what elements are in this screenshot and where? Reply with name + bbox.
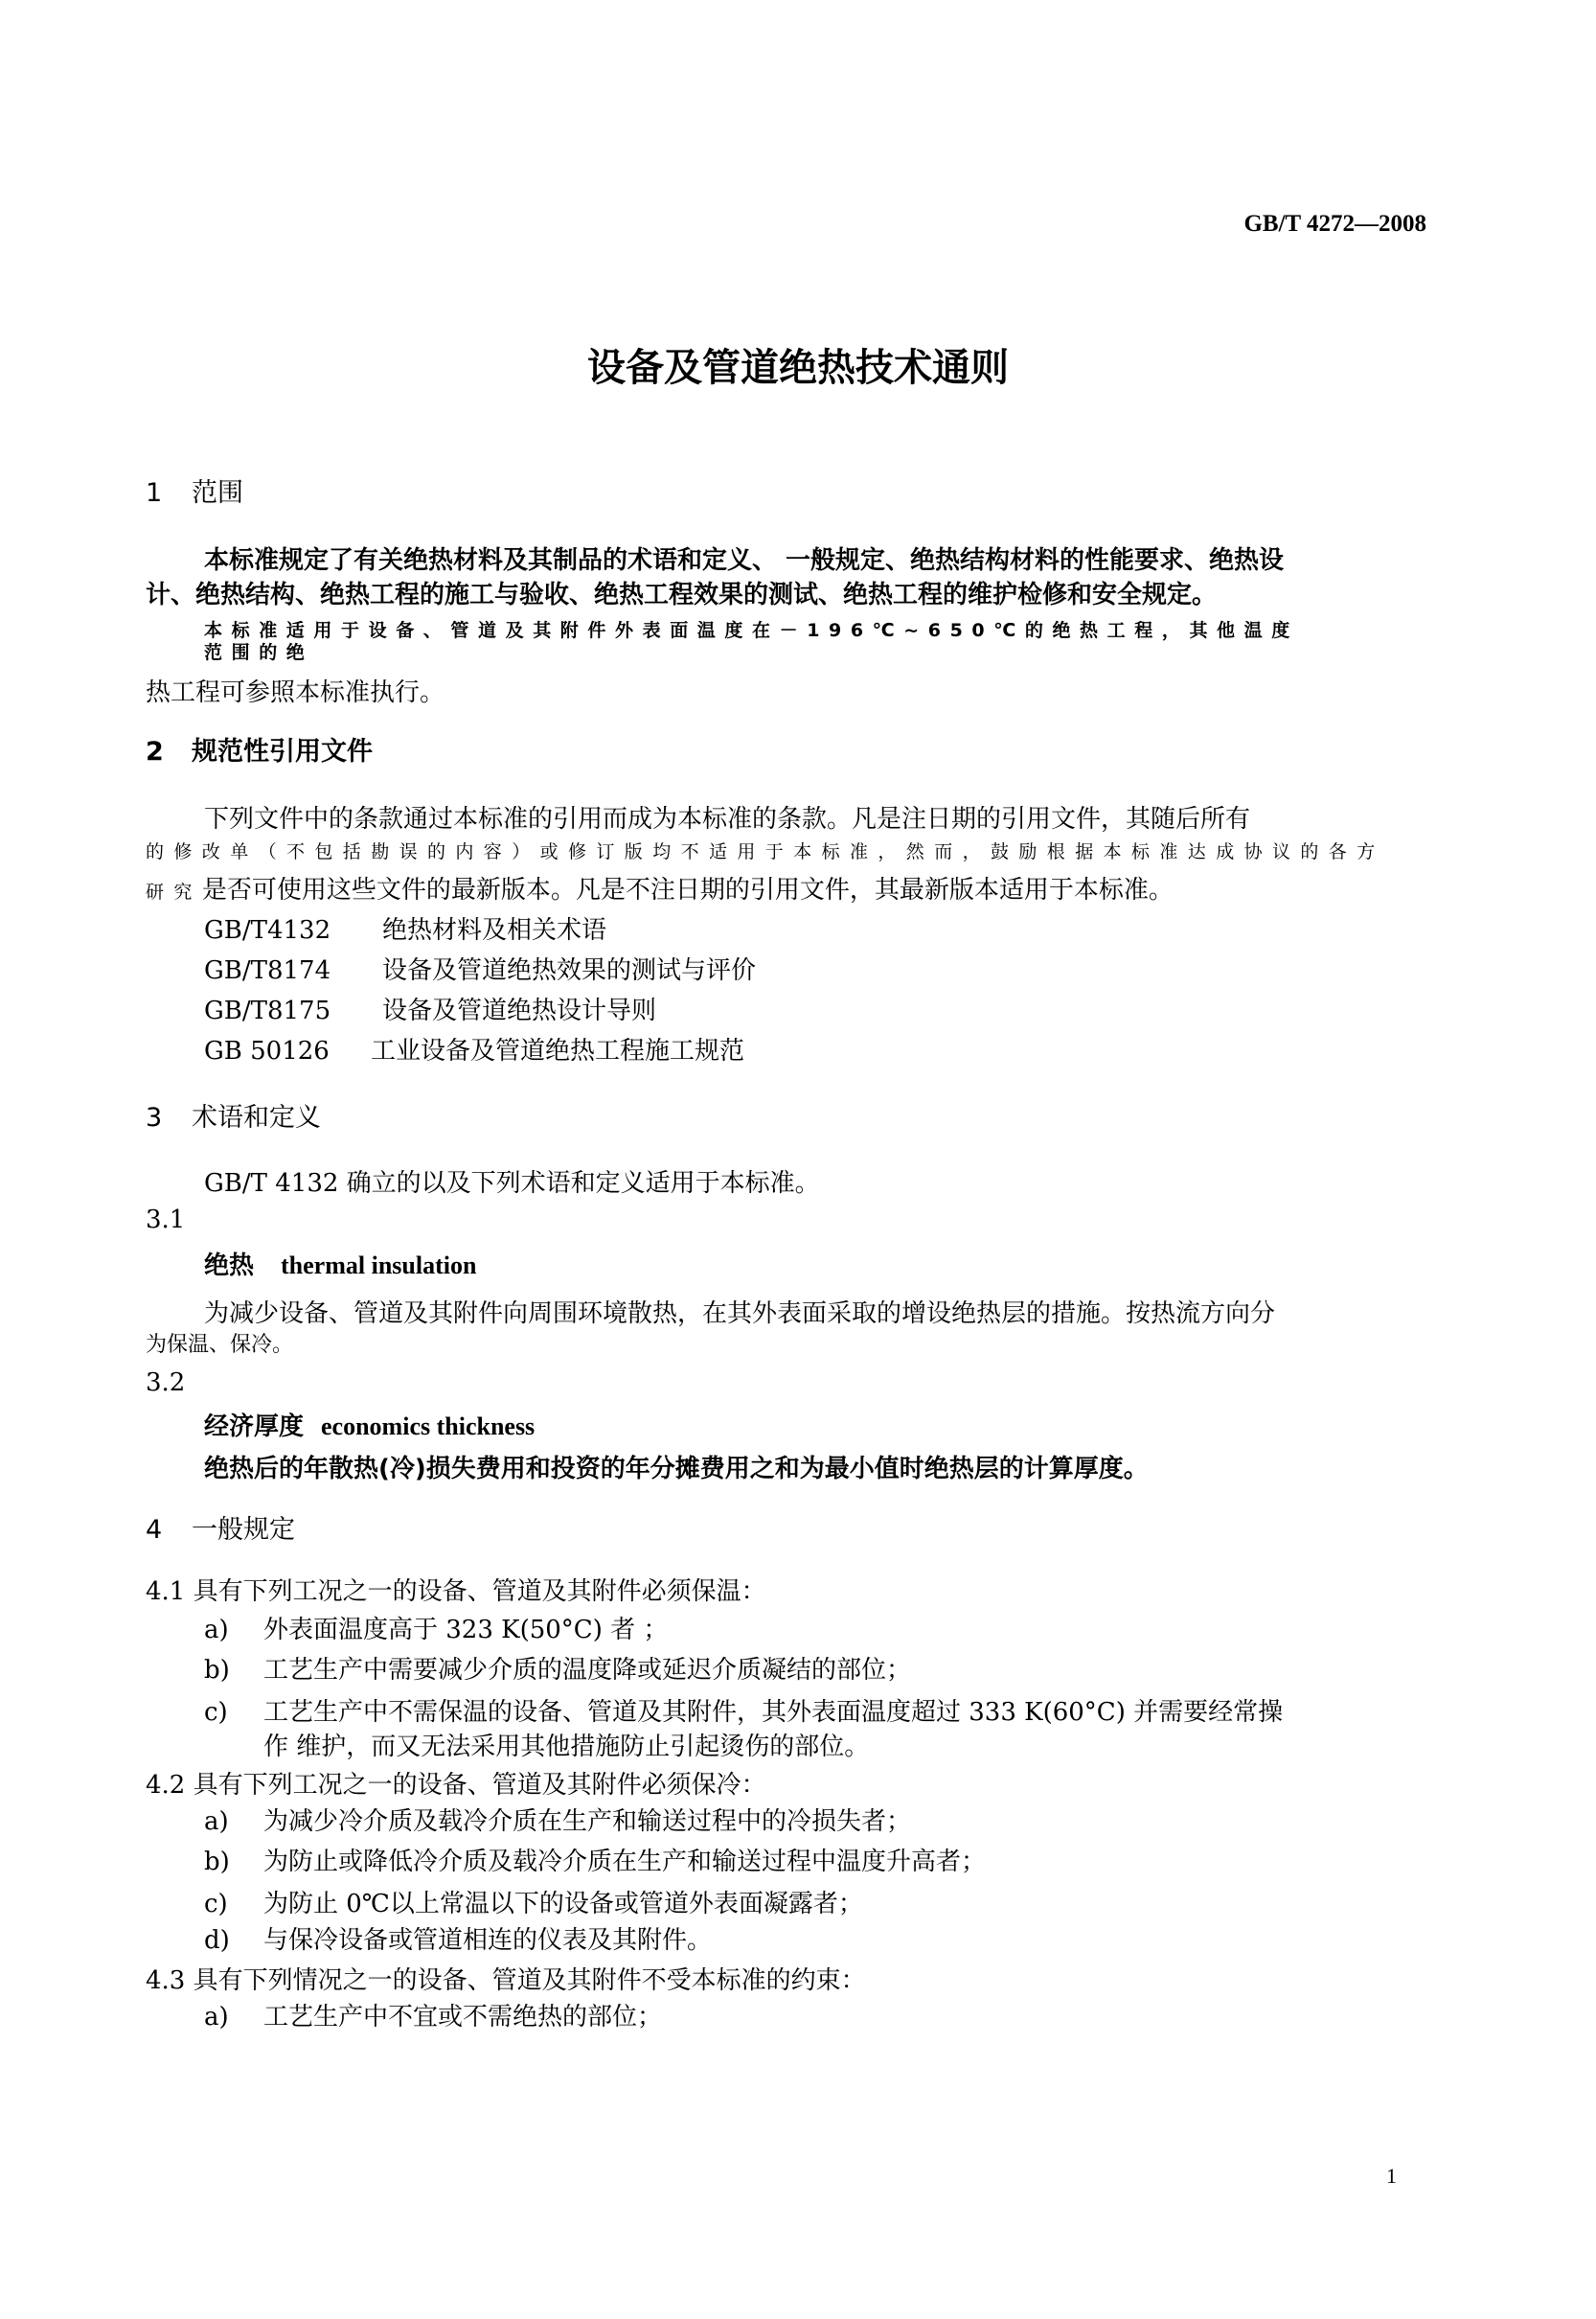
section-number: 2 — [146, 737, 164, 767]
term-definition: 绝热后的年散热(冷)损失费用和投资的年分摊费用之和为最小值时绝热层的计算厚度。 — [204, 1455, 1149, 1483]
list-label: a) — [204, 1616, 229, 1644]
references-paragraph-line-3-rest: 是否可使用这些文件的最新版本。凡是不注日期的引用文件，其最新版本适用于本标准。 — [201, 876, 1174, 905]
term-definition-line-1: 为减少设备、管道及其附件向周围环境散热，在其外表面采取的增设绝热层的措施。按热流方向分 — [204, 1299, 1276, 1328]
list-item — [204, 1920, 712, 1956]
list-text: 工艺生产中需要减少介质的温度降或延迟介质凝结的部位； — [263, 1656, 912, 1685]
section-title: 规范性引用文件 — [192, 737, 373, 767]
clause-4-3-heading: 4.3 具有下列情况之一的设备、管道及其附件不受本标准的约束： — [146, 1966, 866, 1995]
section-number: 3 — [146, 1103, 163, 1133]
list-text: 与保冷设备或管道相连的仪表及其附件。 — [263, 1926, 713, 1955]
list-text: 工艺生产中不宜或不需绝热的部位； — [263, 2003, 663, 2032]
reference-item — [204, 951, 756, 986]
list-label: b) — [204, 1656, 230, 1685]
reference-item — [204, 991, 656, 1026]
term-english: thermal insulation — [281, 1251, 477, 1279]
reference-title: 工业设备及管道绝热工程施工规范 — [371, 1037, 745, 1066]
references-paragraph-line-3 — [146, 870, 1174, 906]
reference-item — [204, 1031, 744, 1067]
list-label: d) — [204, 1926, 230, 1955]
list-text: 外表面温度高于 323 K(50°C) 者 ； — [263, 1616, 669, 1644]
reference-title: 设备及管道绝热设计导则 — [382, 997, 657, 1025]
scope-application-line-2: 范围的绝 — [204, 642, 314, 663]
list-text: 为减少冷介质及载冷介质在生产和输送过程中的冷损失者； — [263, 1807, 912, 1836]
references-paragraph-line-2: 的修改单（不包括勘误的内容）或修订版均不适用于本标准，然而，鼓励根据本标准达成协议的各方 — [146, 841, 1385, 862]
reference-item — [204, 910, 606, 946]
term-heading — [204, 1407, 535, 1442]
list-text: 为防止 0℃以上常温以下的设备或管道外表面凝露者； — [263, 1890, 863, 1918]
section-2-heading — [146, 730, 373, 768]
section-title: 术语和定义 — [192, 1103, 321, 1133]
reference-code: GB 50126 — [204, 1037, 330, 1066]
references-paragraph-line-3-start: 研究 — [146, 882, 202, 903]
list-item — [204, 1884, 863, 1919]
list-item — [204, 1650, 911, 1686]
section-1-heading — [146, 471, 243, 509]
list-text: 为防止或降低冷介质及载冷介质在生产和输送过程中温度升高者； — [263, 1848, 987, 1876]
list-label: c) — [204, 1698, 228, 1727]
term-number: 3.2 — [146, 1368, 186, 1397]
list-label: b) — [204, 1848, 230, 1876]
list-item — [204, 1842, 986, 1877]
section-title: 范围 — [192, 478, 243, 508]
term-english: economics thickness — [321, 1412, 536, 1440]
reference-title: 设备及管道绝热效果的测试与评价 — [382, 956, 757, 985]
list-text: 工艺生产中不需保温的设备、管道及其附件，其外表面温度超过 333 K(60°C) 并需要经常操 — [263, 1698, 1284, 1727]
list-item — [204, 1692, 1283, 1728]
list-item — [204, 1802, 911, 1837]
section-4-heading — [146, 1508, 295, 1546]
list-item — [204, 1997, 662, 2032]
scope-paragraph-line-1: 本标准规定了有关绝热材料及其制品的术语和定义、 一般规定、绝热结构材料的性能要求、绝热设 — [204, 546, 1285, 575]
scope-paragraph-line-2: 计、绝热结构、绝热工程的施工与验收、绝热工程效果的测试、绝热工程的维护检修和安全规定。 — [146, 581, 1218, 609]
list-item — [204, 1610, 668, 1645]
document-number: GB/T 4272—2008 — [1243, 211, 1426, 237]
term-number: 3.1 — [146, 1205, 186, 1234]
term-chinese: 绝热 — [204, 1251, 255, 1280]
term-heading — [204, 1246, 476, 1281]
clause-4-1-heading: 4.1 具有下列工况之一的设备、管道及其附件必须保温： — [146, 1577, 766, 1606]
term-definition-line-2: 为保温、保冷。 — [146, 1333, 294, 1357]
reference-title: 绝热材料及相关术语 — [382, 916, 607, 945]
list-label: a) — [204, 2003, 229, 2032]
section-title: 一般规定 — [192, 1515, 295, 1545]
references-paragraph-line-1: 下列文件中的条款通过本标准的引用而成为本标准的条款。凡是注日期的引用文件，其随后所有 — [204, 805, 1251, 834]
terms-intro: GB/T 4132 确立的以及下列术语和定义适用于本标准。 — [204, 1169, 820, 1198]
scope-application-line-1: 本标准适用于设备、管道及其附件外表面温度在－196℃~650℃的绝热工程，其他温度 — [204, 620, 1299, 641]
document-title: 设备及管道绝热技术通则 — [587, 346, 1009, 390]
clause-4-2-heading: 4.2 具有下列工况之一的设备、管道及其附件必须保冷： — [146, 1771, 766, 1800]
section-3-heading — [146, 1096, 321, 1134]
scope-application-line-3: 热工程可参照本标准执行。 — [146, 678, 445, 707]
term-chinese: 经济厚度 — [204, 1412, 305, 1441]
reference-code: GB/T8175 — [204, 997, 331, 1025]
reference-code: GB/T8174 — [204, 956, 331, 985]
reference-code: GB/T4132 — [204, 916, 331, 945]
section-number: 1 — [146, 478, 163, 508]
list-label: a) — [204, 1807, 229, 1836]
section-number: 4 — [146, 1515, 163, 1545]
list-item-continuation: 作 维护，而又无法采用其他措施防止引起烫伤的部位。 — [263, 1733, 870, 1761]
page-number: 1 — [1386, 2164, 1397, 2188]
list-label: c) — [204, 1890, 228, 1918]
